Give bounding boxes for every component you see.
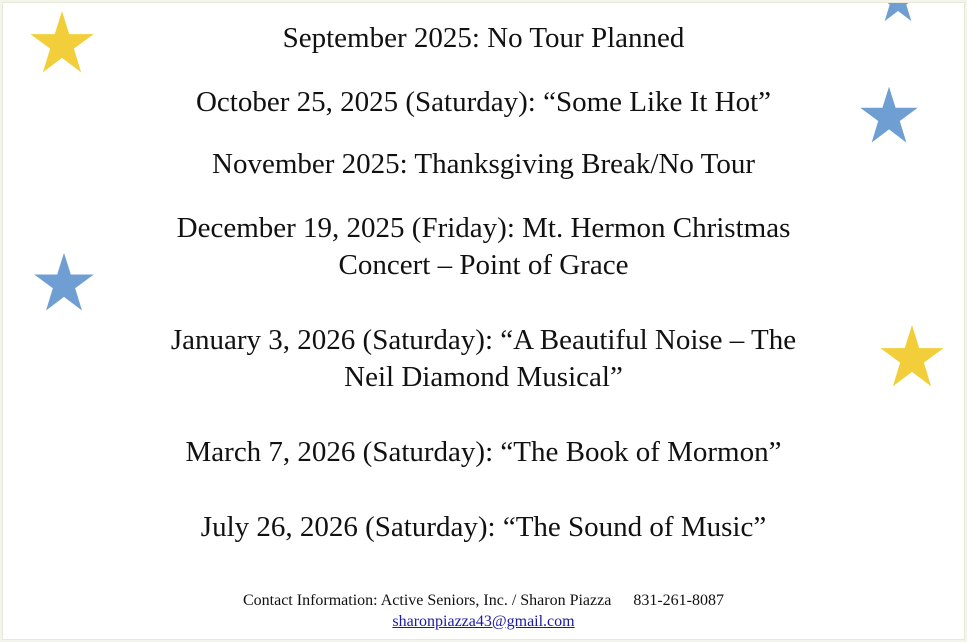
contact-email-link[interactable]: sharonpiazza43@gmail.com bbox=[392, 613, 575, 630]
schedule-entry-october bbox=[3, 84, 964, 121]
flyer-page bbox=[2, 2, 965, 640]
contact-info bbox=[3, 591, 964, 611]
schedule-entry-january bbox=[3, 322, 964, 396]
schedule-text-continued: Neil Diamond Musical” bbox=[344, 361, 623, 393]
schedule-text: January 3, 2026 (Saturday): “A Beautiful Noise – The bbox=[170, 324, 797, 356]
schedule-text: July 26, 2026 (Saturday): “The Sound of Music” bbox=[200, 511, 767, 543]
schedule-text: November 2025: Thanksgiving Break/No Tour bbox=[212, 148, 755, 180]
schedule-text: March 7, 2026 (Saturday): “The Book of Mormon” bbox=[185, 436, 782, 468]
contact-phone: 831-261-8087 bbox=[633, 592, 724, 609]
schedule-entry-december bbox=[3, 210, 964, 284]
schedule-entry-march bbox=[3, 434, 964, 471]
schedule-text: December 19, 2025 (Friday): Mt. Hermon Christmas bbox=[176, 212, 791, 244]
schedule-text-continued: Concert – Point of Grace bbox=[338, 249, 629, 281]
schedule-entry-september bbox=[3, 20, 964, 57]
contact-label: Contact Information: Active Seniors, Inc. / Sharon Piazza bbox=[242, 592, 612, 609]
schedule-entry-november bbox=[3, 146, 964, 183]
schedule-text: September 2025: No Tour Planned bbox=[282, 22, 685, 54]
schedule-entry-july bbox=[3, 509, 964, 546]
schedule-text: October 25, 2025 (Saturday): “Some Like It Hot” bbox=[195, 86, 771, 118]
contact-email-row bbox=[3, 612, 964, 632]
